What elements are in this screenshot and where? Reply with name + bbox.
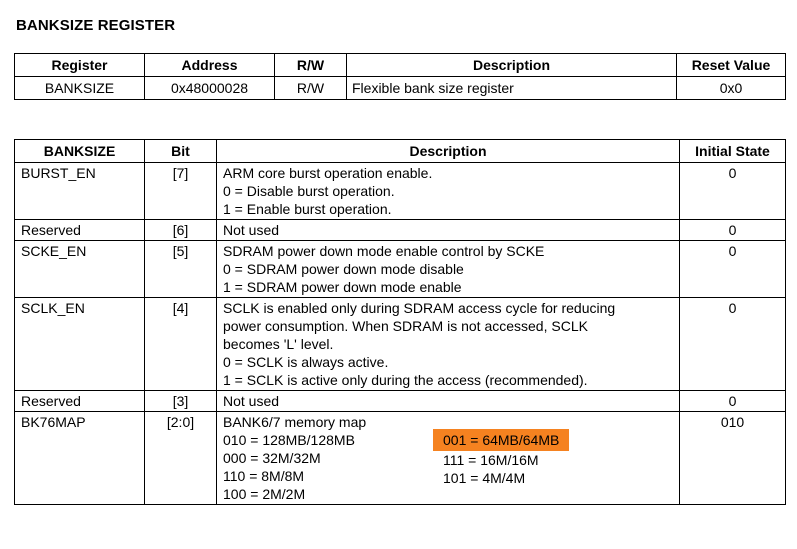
- field-description: [217, 298, 680, 391]
- col-header-bit: Bit: [145, 140, 217, 163]
- memory-map-option-highlighted: 001 = 64MB/64MB: [433, 429, 569, 451]
- memory-map-option: 100 = 2M/2M: [223, 486, 306, 502]
- description-line: 0 = SDRAM power down mode disable: [223, 261, 464, 277]
- field-initial-state: 0: [680, 391, 786, 412]
- field-initial-state: 0: [680, 241, 786, 298]
- table-row: [15, 163, 786, 220]
- col-header-initial-state: Initial State: [680, 140, 786, 163]
- memory-map-option-highlighted-wrap: [443, 431, 569, 451]
- register-name-cell: BANKSIZE: [15, 77, 145, 100]
- register-summary-table: [14, 53, 786, 100]
- col-header-address: Address: [145, 54, 275, 77]
- bitfield-table-header: [15, 140, 786, 163]
- reset-value-cell: 0x0: [677, 77, 786, 100]
- address-cell: 0x48000028: [145, 77, 275, 100]
- field-bit: [2:0]: [145, 412, 217, 505]
- field-name: SCLK_EN: [15, 298, 145, 391]
- description-line: 1 = SCLK is active only during the access (recommended).: [223, 372, 588, 388]
- field-initial-state: 0: [680, 298, 786, 391]
- field-bit: [5]: [145, 241, 217, 298]
- field-description: [217, 163, 680, 220]
- memory-map-heading: BANK6/7 memory map: [223, 414, 367, 430]
- table-row: [15, 241, 786, 298]
- field-initial-state: 010: [680, 412, 786, 505]
- description-line: 0 = SCLK is always active.: [223, 354, 389, 370]
- memory-map-options: [223, 413, 674, 503]
- table-row: [15, 412, 786, 505]
- field-description: [217, 241, 680, 298]
- description-line: Not used: [223, 222, 280, 238]
- memory-map-option: 101 = 4M/4M: [443, 470, 526, 486]
- memory-map-option: 010 = 128MB/128MB: [223, 432, 355, 448]
- description-cell: Flexible bank size register: [347, 77, 677, 100]
- description-line: SCLK is enabled only during SDRAM access cycle for reducing: [223, 300, 616, 316]
- field-bit: [3]: [145, 391, 217, 412]
- table-row: [15, 220, 786, 241]
- col-header-rw: R/W: [275, 54, 347, 77]
- field-initial-state: 0: [680, 163, 786, 220]
- field-name: BK76MAP: [15, 412, 145, 505]
- col-header-banksize: BANKSIZE: [15, 140, 145, 163]
- description-line: power consumption. When SDRAM is not accessed, SCLK: [223, 318, 588, 334]
- col-header-register: Register: [15, 54, 145, 77]
- description-line: 1 = SDRAM power down mode enable: [223, 279, 462, 295]
- bitfield-table: [14, 139, 786, 505]
- field-bit: [7]: [145, 163, 217, 220]
- field-description: [217, 391, 680, 412]
- table-row: [15, 298, 786, 391]
- memory-map-option: 110 = 8M/8M: [223, 468, 305, 484]
- memory-map-option: 111 = 16M/16M: [443, 452, 539, 468]
- table-row: [15, 77, 786, 100]
- field-description: [217, 220, 680, 241]
- description-line: 1 = Enable burst operation.: [223, 201, 392, 217]
- field-name: Reserved: [15, 391, 145, 412]
- memory-map-right-column: [443, 431, 569, 487]
- field-bit: [6]: [145, 220, 217, 241]
- description-line: ARM core burst operation enable.: [223, 165, 433, 181]
- description-line: 0 = Disable burst operation.: [223, 183, 395, 199]
- memory-map-left-column: [223, 413, 366, 503]
- table-row: [15, 391, 786, 412]
- page-title: BANKSIZE REGISTER: [16, 17, 176, 34]
- description-line: becomes 'L' level.: [223, 336, 334, 352]
- rw-cell: R/W: [275, 77, 347, 100]
- col-header-reset-value: Reset Value: [677, 54, 786, 77]
- field-bit: [4]: [145, 298, 217, 391]
- col-header-description: Description: [217, 140, 680, 163]
- field-initial-state: 0: [680, 220, 786, 241]
- register-table-header: [15, 54, 786, 77]
- field-name: BURST_EN: [15, 163, 145, 220]
- description-line: Not used: [223, 393, 280, 409]
- field-name: SCKE_EN: [15, 241, 145, 298]
- memory-map-option: 000 = 32M/32M: [223, 450, 321, 466]
- field-description: [217, 412, 680, 505]
- field-name: Reserved: [15, 220, 145, 241]
- description-line: SDRAM power down mode enable control by SCKE: [223, 243, 545, 259]
- col-header-description: Description: [347, 54, 677, 77]
